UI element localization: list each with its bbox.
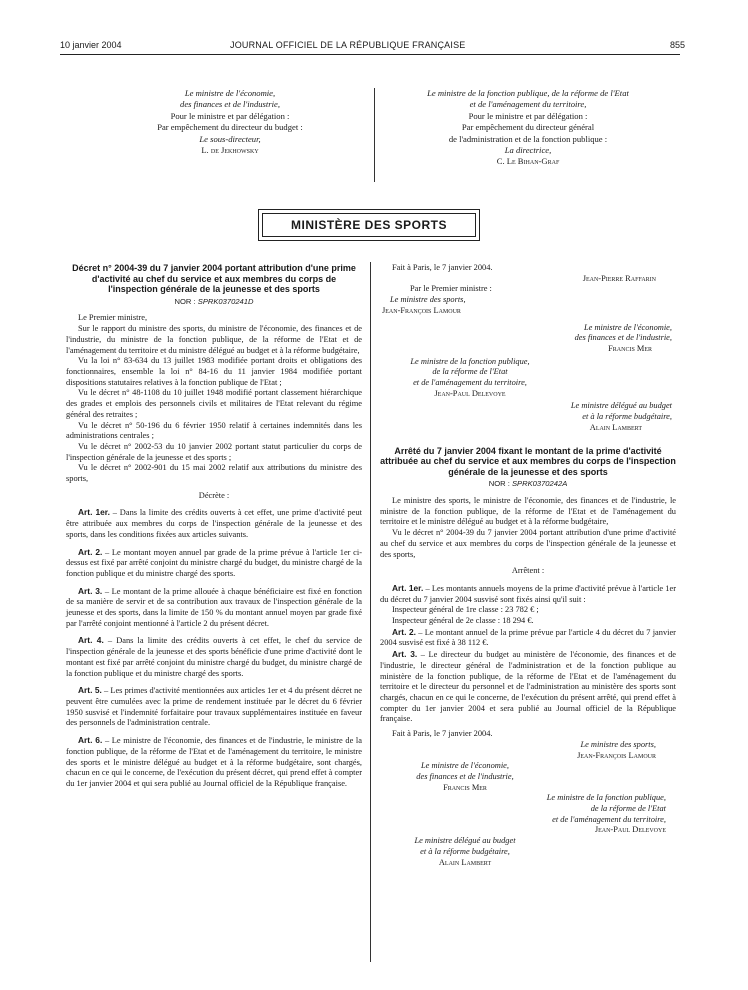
fp-role: Le ministre de la fonction publique, xyxy=(546,793,666,803)
budget-name: Alain Lambert xyxy=(438,857,492,867)
decret-article xyxy=(66,735,362,790)
arrete-arretent: Arrêtent : xyxy=(511,566,545,576)
article-text: – Le ministre de l'économie, des finances et de l'industrie, le ministre de la fonction publique, de la réforme de l'Etat et de l'aménagement du territoire, le ministre des sports et le ministre délégué au budget et à la réforme budgétaire, sont chargés, chacun en ce qui le concerne, de l'exécution du présent décret, qui prend effet à compter du 1er janvier 2004 et qui sera publié au Journal officiel de la République française. xyxy=(66,736,362,788)
right-column xyxy=(380,263,676,868)
sig-line: Par empêchement du directeur général xyxy=(461,122,595,133)
arrete-visa: Vu le décret n° 2004-39 du 7 janvier 2004 portant attribution d'une prime d'activité au chef du service et aux membres du corps de l'inspection générale de la jeunesse et des sports, xyxy=(380,528,676,559)
article-text: – Le directeur du budget au ministère de l'économie, des finances et de l'industrie, le directeur général de l'administration et de la fonction publique au ministère de la fonction publique, de la réforme de l'Etat et de l'aménagement du territoire et le directeur du personnel et de l'administration au ministère des sports sont chargés, chacun en ce qui le concerne, de l'exécution du présent arrêté, qui prend effet à compter du 1er janvier 2004 et sera publié au Journal officiel de la République française. xyxy=(380,650,676,724)
article-text: – Dans la limite des crédits ouverts à cet effet, le chef du service de l'inspection générale de la jeunesse et des sports bénéficie d'une prime d'activité dont le montant est fixé par arrêté conjoint du ministre chargé du budget, du ministre chargé de la fonction publique et du ministre chargé des sports. xyxy=(66,636,362,678)
article-text: – Le montant moyen annuel par grade de la prime prévue à l'article 1er ci-dessus est fixé par arrêté conjoint du ministre chargé du budget, du ministre chargé de la fonction publique et du ministre chargé des sports. xyxy=(66,547,362,578)
article-label: Art. 5. xyxy=(78,685,102,696)
decret-decrete: Décrète : xyxy=(198,490,230,500)
top-signature-left xyxy=(80,88,380,156)
sports-role: Le ministre des sports, xyxy=(390,295,466,305)
decret-article xyxy=(66,685,362,729)
decret-article xyxy=(66,547,362,580)
arrete-fp-signature xyxy=(380,793,676,836)
sig-role: Le ministre de la fonction publique, de la réforme de l'Etat xyxy=(427,88,629,98)
sig-role: Le sous-directeur, xyxy=(199,133,261,144)
article-label: Art. 2. xyxy=(78,546,103,557)
sig-line: Par empêchement du directeur du budget : xyxy=(157,122,303,133)
header-page-number: 855 xyxy=(670,40,686,50)
sports-name: Jean-François Lamour xyxy=(577,750,656,760)
decret-article xyxy=(66,635,362,679)
top-signature-right xyxy=(378,88,678,168)
header-title: JOURNAL OFFICIEL DE LA RÉPUBLIQUE FRANÇAISE xyxy=(230,40,466,50)
sports-role: Le ministre des sports, xyxy=(580,739,656,749)
budget-role: Le ministre délégué au budget xyxy=(570,401,672,411)
sports-name: Jean-François Lamour xyxy=(382,305,461,315)
decret-visa: Vu le décret n° 48-1108 du 10 juillet 1948 modifié portant classement hiérarchique des grades et emplois des personnels civils et militaires de l'Etat relevant du régime général des retraites ; xyxy=(66,388,362,419)
column-separator xyxy=(370,262,371,962)
decret-nor xyxy=(66,297,362,308)
decret-article xyxy=(66,507,362,540)
arrete-nor xyxy=(380,479,676,490)
eco-name: Francis Mer xyxy=(608,343,652,353)
fp-role: de la réforme de l'Etat xyxy=(590,804,666,814)
decret-visa: Vu le décret n° 2002-53 du 10 janvier 2002 portant statut particulier du corps de l'inspection générale de la jeunesse et des sports ; xyxy=(66,441,362,462)
arrete-article xyxy=(380,583,676,605)
article-text: – Le montant de la prime allouée à chaque bénéficiaire est fixé en fonction de sa manière de servir et de sa contribution aux travaux de l'inspection générale de la jeunesse et des sports, dans la limite de 150 % du montant annuel moyen par grade fixé par l'arrêté conjoint mentionné à l'article 2 du présent décret. xyxy=(66,586,362,628)
budget-role: Le ministre délégué au budget xyxy=(414,836,516,846)
arrete-sports-signature xyxy=(380,740,676,761)
decret-visa: Vu le décret n° 50-196 du 6 février 1950 relatif à certaines indemnités dans les administrations centrales ; xyxy=(66,420,362,441)
arrete-title: Arrêté du 7 janvier 2004 fixant le montant de la prime d'activité attribuée au chef du service et aux membres du corps de l'inspection générale de la jeunesse et des sports xyxy=(380,445,676,477)
article-text: – Le montant annuel de la prime prévue par l'article 4 du décret du 7 janvier 2004 susvisé est fixé à 38 112 €. xyxy=(380,627,676,648)
eco-role: des finances et de l'industrie, xyxy=(416,771,514,781)
arrete-budget-signature xyxy=(380,836,550,868)
fp-signature xyxy=(380,357,560,400)
decret-title: Décret n° 2004-39 du 7 janvier 2004 portant attribution d'une prime d'activité au chef du service et aux membres du corps de l'inspection générale de la jeunesse et des sports xyxy=(72,263,356,295)
sig-role: des finances et de l'industrie, xyxy=(180,99,280,110)
budget-role: et à la réforme budgétaire, xyxy=(420,846,510,856)
article-text: – Les primes d'activité mentionnées aux articles 1er et 4 du présent décret ne peuvent être cumulées avec la prime de rendement instituée par le décret du 6 février 1950 susvisé et l'indemnité forfaitaire pour travaux supplémentaires instituée en faveur des personnels de l'administration centrale. xyxy=(66,686,362,728)
decret-column xyxy=(66,263,362,790)
article-label: Art. 3. xyxy=(392,649,418,660)
header-date: 10 janvier 2004 xyxy=(60,40,122,50)
arrete-eco-signature xyxy=(380,761,550,793)
nor-code: SPRK0370241D xyxy=(197,296,254,306)
article-text: – Les montants annuels moyens de la prime d'activité prévue à l'article 1er du décret du 7 janvier 2004 susvisé sont fixés ainsi qu'il suit : xyxy=(380,583,676,604)
eco-role: Le ministre de l'économie, xyxy=(583,322,672,332)
decret-intro: Le Premier ministre, xyxy=(78,313,148,323)
sig-name: L. de Jekhowsky xyxy=(201,145,259,156)
budget-signature xyxy=(380,401,676,433)
fp-role: Le ministre de la fonction publique, xyxy=(410,356,530,366)
ministry-heading-box xyxy=(258,209,480,241)
decret-visa: Vu la loi n° 83-634 du 13 juillet 1983 modifiée portant droits et obligations des fonctionnaires, ensemble la loi n° 84-16 du 11 janvier 1984 modifiée portant dispositions statutaires relatives à la fonction publique de l'Etat ; xyxy=(66,356,362,387)
fp-role: et de l'aménagement du territoire, xyxy=(552,814,666,824)
arrete-article xyxy=(380,649,676,725)
budget-name: Alain Lambert xyxy=(589,422,642,432)
sig-line: Pour le ministre et par délégation : xyxy=(170,110,290,121)
decret-visa: Sur le rapport du ministre des sports, du ministre de l'économie, des finances et de l'industrie, du ministre de la fonction publique, de la réforme de l'Etat et de l'aménagement du territoire et du ministre délégué au budget et à la réforme budgétaire, xyxy=(66,324,362,355)
sig-role: La directrice, xyxy=(504,145,552,156)
fp-role: de la réforme de l'Etat xyxy=(432,367,508,377)
sig-name: C. Le Bihan-Graf xyxy=(496,156,560,167)
article-text: – Dans la limite des crédits ouverts à cet effet, une prime d'activité peut être attribuée aux membres du corps de l'inspection générale de la jeunesse et des sports, dans les conditions fixées aux articles suivants. xyxy=(66,508,362,539)
arrete-article xyxy=(380,627,676,649)
sig-line: de l'administration et de la fonction publique : xyxy=(448,133,608,144)
top-signature-separator xyxy=(374,88,375,182)
nor-label: NOR : xyxy=(174,296,196,306)
article-label: Art. 2. xyxy=(392,626,416,637)
decret-article xyxy=(66,586,362,630)
arrete-visa: Le ministre des sports, le ministre de l'économie, des finances et de l'industrie, le ministre de la fonction publique, de la réforme de l'Etat et de l'aménagement du territoire et le ministre délégué au budget et à la réforme budgétaire, xyxy=(380,496,676,527)
arrete-fait: Fait à Paris, le 7 janvier 2004. xyxy=(392,729,493,739)
sig-line: Pour le ministre et par délégation : xyxy=(468,110,588,121)
article-label: Art. 1er. xyxy=(392,582,424,593)
eco-name: Francis Mer xyxy=(443,782,487,792)
eco-role: Le ministre de l'économie, xyxy=(420,761,509,771)
article-label: Art. 3. xyxy=(78,585,103,596)
budget-role: et à la réforme budgétaire, xyxy=(582,412,672,422)
sig-role: Le ministre de l'économie, xyxy=(184,88,276,98)
header-rule xyxy=(60,54,680,55)
eco-role: des finances et de l'industrie, xyxy=(574,333,672,343)
decret-fait: Fait à Paris, le 7 janvier 2004. xyxy=(392,263,493,272)
pm-name: Jean-Pierre Raffarin xyxy=(582,273,656,283)
sig-role: et de l'aménagement du territoire, xyxy=(469,99,587,110)
nor-label: NOR : xyxy=(488,479,510,489)
pm-line: Par le Premier ministre : xyxy=(410,284,492,294)
ministry-heading: MINISTÈRE DES SPORTS xyxy=(262,213,476,237)
eco-signature xyxy=(380,323,676,355)
amount-item: Inspecteur général de 2e classe : 18 294 €. xyxy=(392,616,534,626)
fp-name: Jean-Paul Delevoye xyxy=(594,825,666,835)
decret-visa: Vu le décret n° 2002-901 du 15 mai 2002 relatif aux attributions du ministre des sports, xyxy=(66,463,362,484)
fp-name: Jean-Paul Delevoye xyxy=(434,388,506,398)
amount-item: Inspecteur général de 1re classe : 23 782 € ; xyxy=(392,605,539,615)
article-label: Art. 1er. xyxy=(78,507,110,518)
article-label: Art. 6. xyxy=(78,735,103,746)
nor-code: SPRK0370242A xyxy=(511,479,568,489)
fp-role: et de l'aménagement du territoire, xyxy=(413,378,527,388)
article-label: Art. 4. xyxy=(78,635,104,646)
